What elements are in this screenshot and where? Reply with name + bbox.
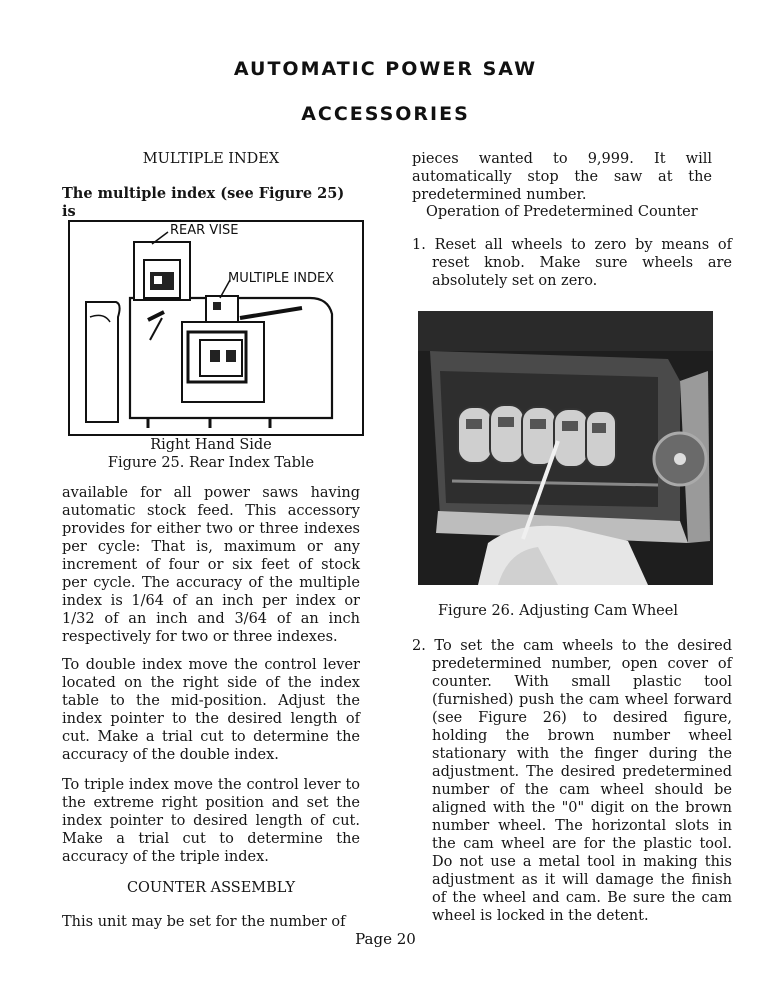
page-title: AUTOMATIC POWER SAW xyxy=(233,58,538,80)
label-rear-vise: REAR VISE xyxy=(170,223,239,238)
paragraph-pieces-wanted: pieces wanted to 9,999. It will automatically stop the saw at the predetermined number. xyxy=(412,151,712,203)
paragraph-double-index: To double index move the control lever located on the right side of the index table to the mid-position. Adjust the index pointer to the desired length of cut. Make a trial cut to determine the accuracy of the double index. xyxy=(62,657,360,763)
step-1-reset: 1. Reset all wheels to zero by means of reset knob. Make sure wheels are absolutely set on zero. xyxy=(412,237,732,289)
page-number: Page 20 xyxy=(355,930,416,948)
subheading-operation: Operation of Predetermined Counter xyxy=(426,204,698,220)
label-multiple-index: MULTIPLE INDEX xyxy=(228,271,335,286)
figure-26-caption: Figure 26. Adjusting Cam Wheel xyxy=(438,603,678,619)
intro-text: The multiple index (see Figure 25) is xyxy=(62,185,345,220)
paragraph-counter-intro: This unit may be set for the number of xyxy=(62,914,346,930)
heading-counter-assembly: COUNTER ASSEMBLY xyxy=(126,880,296,896)
paragraph-triple-index: To triple index move the control lever to the extreme right position and set the index pointer to desired length of cut. Make a trial cut to determine the accuracy of the triple index. xyxy=(62,777,360,865)
figure-25-drawing xyxy=(68,220,364,436)
figure-25-caption-line1: Right Hand Side xyxy=(150,437,272,453)
step-2-set-cam-wheels: 2. To set the cam wheels to the desired predetermined number, open cover of counter. With small plastic tool (furnished) push the cam wheel forward (see Figure 26) to desired figure, holding the brown number wheel stationary with the finger during the adjustment. The desired predetermined number of the cam wheel should be aligned with the "0" digit on the brown number wheel. The horizontal slots in the cam wheel are for the plastic tool. Do not use a metal tool in making this adjustment as it will damage the finish of the wheel and cam. Be sure the cam wheel is locked in the detent. xyxy=(412,638,732,924)
rear-index-table-illustration xyxy=(70,222,362,434)
figure-25-caption-line2: Figure 25. Rear Index Table xyxy=(107,455,315,471)
page-subtitle: ACCESSORIES xyxy=(301,103,470,125)
paragraph-availability: available for all power saws having automatic stock feed. This accessory provides for either two or three indexes per cycle: That is, maximum or any increment of four or six feet of stock per cycle. The accuracy of the multiple index is 1/64 of an inch per index or 1/32 of an inch and 3/64 of an inch respectively for two or three indexes. xyxy=(62,485,360,645)
figure-26-photo xyxy=(418,311,713,585)
counter-cam-wheel-photo xyxy=(418,311,713,585)
heading-multiple-index: MULTIPLE INDEX xyxy=(142,151,280,167)
